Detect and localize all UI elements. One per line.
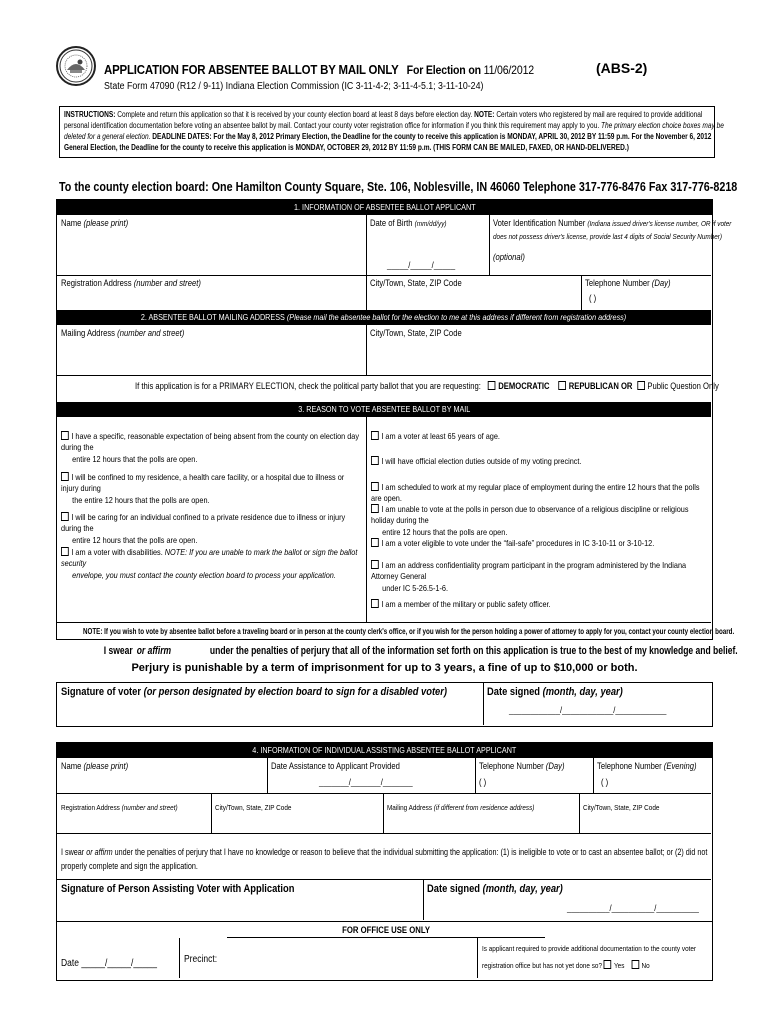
name-hint: (please print) (83, 218, 129, 228)
doc-question-1: Is applicant required to provide additional documentation to the county voter (482, 944, 697, 953)
date-label: Date (61, 958, 79, 969)
assistant-date-blank: __________/__________/__________ (567, 903, 699, 913)
reason-text: I am a member of the military or public safety officer. (381, 599, 551, 609)
reason-election-duties (371, 456, 706, 467)
assistant-city-field[interactable]: City/Town, State, ZIP Code (215, 803, 292, 812)
indiana-state-seal (56, 46, 96, 86)
section3-note: NOTE: If you wish to vote by absentee ballot before a traveling board or in person at the county clerk's office, or if you wish for the person holding a power of attorney to apply for you, contact your county election board. (83, 627, 735, 636)
section2-title: 2. ABSENTEE BALLOT MAILING ADDRESS (141, 312, 288, 322)
section4-header: 4. INFORMATION OF INDIVIDUAL ASSISTING ABSENTEE BALLOT APPLICANT (57, 743, 712, 758)
date-blank: _____/_____/_____ (81, 958, 157, 969)
oath-text: or affirm (86, 847, 113, 857)
democratic-checkbox[interactable] (488, 381, 496, 390)
mail-label: Mailing Address (387, 803, 433, 812)
assistance-date-blank: _______/_______/_______ (319, 777, 413, 787)
instr-deadline: DEADLINE DATES: For the May 8, 2012 Primary Election, the Deadline for the county to receive this application is MONDAY, APRIL 30, 2012 BY 11:59 p.m. For the November 6, 2012 (150, 132, 712, 141)
office-use-section (56, 922, 713, 981)
title-text: APPLICATION FOR ABSENTEE BALLOT BY MAIL ONLY (104, 62, 399, 77)
phone-blank: ( ) (601, 777, 609, 787)
oath-text: or affirm (136, 645, 172, 657)
assistant-section (56, 742, 713, 922)
optional-label: (optional) (493, 252, 525, 262)
form-title (104, 62, 534, 78)
office-date-field[interactable] (61, 958, 157, 971)
assistant-signature-field[interactable]: Signature of Person Assisting Voter with Application (61, 883, 295, 895)
reg-address-label: Registration Address (61, 278, 132, 288)
reason-text: I am a voter eligible to vote under the “fail-safe” procedures in IC 3-10-11 or 3-10-12. (381, 538, 655, 548)
no-checkbox[interactable] (631, 960, 639, 969)
reg-label: Registration Address (61, 803, 120, 812)
voter-signature-box (56, 682, 713, 727)
office-use-header: FOR OFFICE USE ONLY (227, 922, 545, 938)
dob-label: Date of Birth (370, 218, 413, 228)
reason-military (371, 599, 706, 610)
reason-text: I have a specific, reasonable expectation of being absent from the county on election day during the (61, 431, 360, 453)
seal-icon (58, 48, 94, 84)
reason-note: envelope, you must contact the county election board to process your application. (72, 569, 336, 580)
republican-checkbox[interactable] (558, 381, 566, 390)
mailing-label: Mailing Address (61, 328, 116, 338)
reason-text: under IC 5-26.5-1-6. (382, 582, 449, 593)
mailing-hint: (number and street) (117, 328, 185, 338)
name-label: Name (61, 218, 82, 228)
reason-text: entire 12 hours that the polls are open. (382, 526, 508, 537)
assistant-phone-day-field[interactable] (479, 761, 564, 772)
assistant-phone-evening-field[interactable] (597, 761, 697, 772)
county-board-address: To the county election board: One Hamilton County Square, Ste. 106, Noblesville, IN 46060 Telephone 317-776-8476 Fax 317-776-8218 (59, 180, 738, 194)
assistant-reg-address-field[interactable] (61, 803, 178, 812)
reason-text: I am an address confidentiality program participant in the program administered by the Indiana Attorney General (371, 560, 687, 582)
reason-text: I will be caring for an individual confined to a private residence due to illness or injury during the (61, 512, 346, 534)
sig-hint: (or person designated by election board to sign for a disabled voter) (143, 686, 448, 698)
instr-text: Complete and return this application so that it is received by your county election board at least 8 days before election day. (115, 110, 475, 119)
assistant-date-signed-field[interactable] (427, 883, 563, 897)
date-label: Date signed (487, 686, 541, 698)
reason-absent (61, 431, 362, 465)
reason-religious-checkbox[interactable] (371, 504, 379, 513)
reason-military-checkbox[interactable] (371, 599, 379, 608)
instructions-box (59, 106, 724, 158)
section1-header: 1. INFORMATION OF ABSENTEE BALLOT APPLICANT (57, 200, 712, 215)
phone-label: Telephone Number (585, 278, 650, 288)
dob-blank: _____/_____/_____ (387, 260, 456, 270)
reason-text: I am unable to vote at the polls in person due to observance of a religious discipline or religious holiday during the (371, 504, 689, 526)
reason-note: NOTE: If you are unable to mark the ballot or sign the ballot security (61, 547, 358, 569)
reason-text: I am a voter at least 65 years of age. (381, 431, 500, 441)
phone-hint: (Day) (651, 278, 671, 288)
doc-question-2: registration office but has not yet done so? (482, 961, 603, 970)
mailing-city-field[interactable]: City/Town, State, ZIP Code (370, 328, 462, 338)
assistant-oath-line-2: properly complete and sign the application. (61, 861, 198, 871)
mailing-address-field[interactable] (61, 328, 184, 339)
voter-signature-field[interactable] (61, 686, 447, 700)
assistant-oath-line-1 (61, 847, 707, 858)
reason-fail-safe-checkbox[interactable] (371, 538, 379, 547)
reason-disabilities-checkbox[interactable] (61, 547, 69, 556)
phone-label: Telephone Number (597, 761, 662, 771)
democratic-label: DEMOCRATIC (498, 381, 550, 391)
phone-hint: (Day) (545, 761, 565, 771)
voter-date-signed-field[interactable] (487, 686, 623, 700)
form-subtitle: State Form 47090 (R12 / 9-11) Indiana Election Commission (IC 3-11-4-2; 3-11-4-5.1; 3-11-10-24) (104, 81, 484, 92)
instr-text: The primary election choice boxes may be (601, 121, 724, 130)
instr-text: deleted for a general election. (64, 132, 151, 141)
oath-text: under the penalties of perjury that all of the information set forth on this application is true to the best of my knowledge and belief. (209, 645, 738, 657)
reason-text: I will have official election duties outside of my voting precinct. (381, 456, 582, 466)
voter-id-field[interactable] (493, 218, 731, 229)
section2-header (57, 310, 711, 325)
registration-address-field[interactable] (61, 278, 201, 289)
primary-text: If this application is for a PRIMARY ELECTION, check the political party ballot that you are requesting: (135, 381, 481, 391)
sig-label: Signature of voter (61, 686, 142, 698)
reason-caring (61, 512, 362, 546)
mail-hint: (if different from residence address) (433, 803, 535, 812)
assistant-city2-field[interactable]: City/Town, State, ZIP Code (583, 803, 660, 812)
date-label: Date signed (427, 883, 481, 895)
public-question-checkbox[interactable] (637, 381, 645, 390)
oath-line-1 (56, 645, 738, 659)
form-code: (ABS-2) (596, 60, 648, 76)
reason-text: entire 12 hours that the polls are open. (72, 453, 198, 464)
assistant-name-field[interactable] (61, 761, 128, 772)
reason-text: I will be confined to my residence, a health care facility, or a hospital due to illness or injury during (61, 472, 345, 494)
reason-text: entire 12 hours that the polls are open. (72, 534, 198, 545)
phone-blank: ( ) (589, 293, 597, 303)
applicant-sections (56, 199, 735, 640)
reason-confidentiality (371, 560, 706, 594)
name-hint: (please print) (83, 761, 129, 771)
reason-text: I am scheduled to work at my regular place of employment during the entire 12 hours that the polls are open. (371, 482, 700, 504)
reason-election-duties-checkbox[interactable] (371, 456, 379, 465)
phone-blank: ( ) (479, 777, 487, 787)
instr-text: Certain voters who registered by mail are required to provide additional (494, 110, 703, 119)
reg-address-hint: (number and street) (133, 278, 201, 288)
reason-caring-checkbox[interactable] (61, 512, 69, 521)
voter-id-hint: (Indiana issued driver's license number, OR if voter (587, 219, 732, 228)
applicant-name-field[interactable] (61, 218, 128, 229)
phone-label: Telephone Number (479, 761, 544, 771)
republican-label: REPUBLICAN OR (568, 381, 633, 391)
election-date: 11/06/2012 (483, 63, 534, 77)
oath-text: under the penalties of perjury that I have no knowledge or reason to believe that the individual submitting the application: (1) is ineligible to vote or to cast an absentee ballot; or (2) did not (112, 847, 708, 857)
assistant-mailing-field[interactable] (387, 803, 534, 812)
city-state-zip-field[interactable]: City/Town, State, ZIP Code (370, 278, 462, 288)
reason-text: the entire 12 hours that the polls are open. (72, 494, 210, 505)
section2-hint: (Please mail the absentee ballot for the election to me at this address if different from registration address) (287, 312, 627, 322)
oath-line-2: Perjury is punishable by a term of imprisonment for up to 3 years, a fine of up to $10,000 or both. (131, 662, 638, 674)
reason-absent-checkbox[interactable] (61, 431, 69, 440)
reason-65 (371, 431, 706, 442)
no-label: No (641, 961, 650, 970)
reason-text: I am a voter with disabilities. (71, 547, 165, 557)
yes-checkbox[interactable] (604, 960, 612, 969)
reason-religious (371, 504, 706, 538)
instr-text: personal identification documentation before voting an absentee ballot by mail. Contact your county voter registration office for information if you think this requirement may apply to you. (64, 121, 602, 130)
yes-label: Yes (614, 961, 625, 970)
precinct-field[interactable]: Precinct: (184, 954, 218, 965)
voter-date-blank: ____________/____________/____________ (509, 705, 667, 715)
reason-fail-safe (371, 538, 706, 549)
assistance-date-field[interactable]: Date Assistance to Applicant Provided (271, 761, 400, 771)
oath-text: I swear (103, 645, 133, 657)
primary-election-row (135, 381, 719, 392)
phone-day-field[interactable] (585, 278, 670, 289)
instr-note-label: NOTE: (474, 110, 495, 119)
instr-deadline: General Election, the Deadline for the county to receive this application is MONDAY, OCTOBER 29, 2012 BY 11:59 p.m. (THIS FORM CAN BE MAILED, FAXED, OR HAND-DELIVERED.) (64, 143, 629, 152)
reason-confined (61, 472, 362, 506)
reg-hint: (number and street) (121, 803, 178, 812)
name-label: Name (61, 761, 82, 771)
phone-hint: (Evening) (663, 761, 697, 771)
public-question-label: Public Question Only (647, 381, 719, 391)
dob-hint: (mm/dd/yy) (414, 219, 447, 228)
dob-field[interactable] (370, 218, 447, 229)
reason-65-checkbox[interactable] (371, 431, 379, 440)
doc-question-row (482, 960, 650, 970)
voter-id-hint-2: does not possess driver's license, provide last 4 digits of Social Security Number) (493, 232, 723, 241)
voter-id-label: Voter Identification Number (493, 218, 586, 228)
instr-heading: INSTRUCTIONS: (64, 110, 116, 119)
reason-confined-checkbox[interactable] (61, 472, 69, 481)
reason-disabilities (61, 547, 362, 581)
date-hint: (month, day, year) (482, 883, 563, 895)
reason-work-checkbox[interactable] (371, 482, 379, 491)
date-hint: (month, day, year) (542, 686, 623, 698)
reason-work (371, 482, 706, 505)
oath-text: I swear (61, 847, 87, 857)
section3-header: 3. REASON TO VOTE ABSENTEE BALLOT BY MAIL (57, 402, 711, 417)
reason-confidentiality-checkbox[interactable] (371, 560, 379, 569)
for-election-label: For Election on (406, 63, 481, 77)
